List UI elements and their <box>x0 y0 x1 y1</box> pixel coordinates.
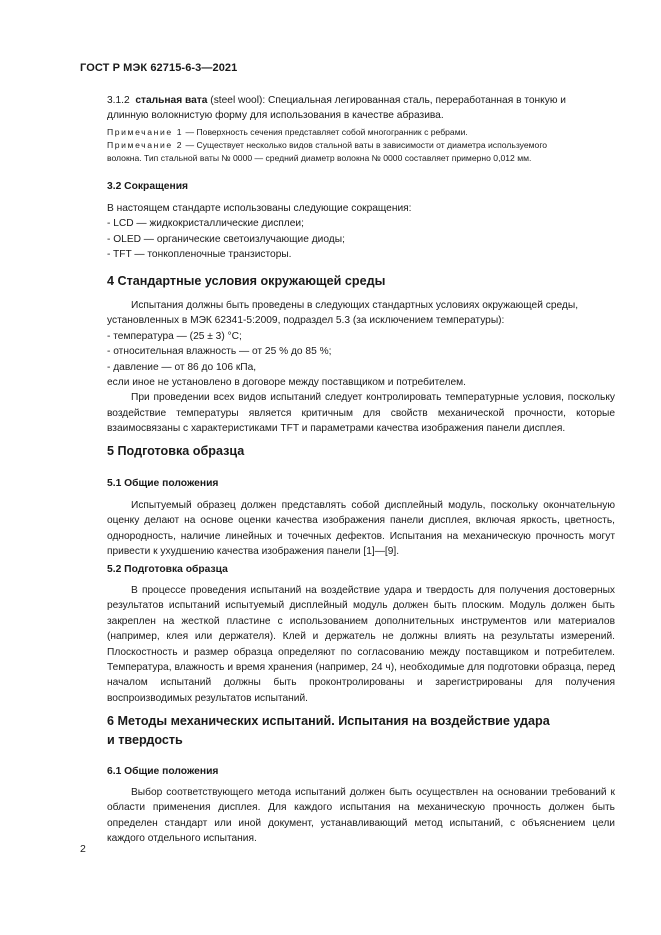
list-item: - давление — от 86 до 106 кПа, <box>107 361 257 373</box>
heading-6-line2: и твердость <box>107 733 183 747</box>
heading-6 <box>107 712 615 750</box>
term-definition-3-1-2 <box>107 93 615 124</box>
list-item: - OLED — органические светоизлучающие диоды; <box>107 233 345 245</box>
document-code-header: ГОСТ Р МЭК 62715-6-3—2021 <box>80 62 238 74</box>
abbreviations-intro: В настоящем стандарте использованы следующие сокращения: <box>107 203 412 214</box>
section-4-para1-line2: установленных в МЭК 62341-5:2009, подраздел 5.3 (за исключением температуры): <box>107 315 505 327</box>
section-5-2-para: В процессе проведения испытаний на воздействие удара и твердость для получения достоверных результатов испытаний испытуемый дисплейный модуль должен быть плоским. Модуль должен быть закреплен на жесткой пластине с использованием дополнительных инструментов или материалов (например, клея или держателя). Клей и держатель не должны влиять на результаты измерений. Плоскостность и размер образца определяют по согласованию между поставщиком и потребителем. Температура, влажность и время хранения (например, 24 ч), необходимые для подготовки образца, перед началом испытаний должны быть проконтролированы и зарегистрированы для получения воспроизводимых результатов испытаний. <box>107 585 615 704</box>
heading-5: 5 Подготовка образца <box>107 444 245 458</box>
section-4-para1-line1: Испытания должны быть проведены в следующих стандартных условиях окружающей среды, <box>131 300 579 311</box>
note-1-text: — Поверхность сечения представляет собой многогранник с ребрами. <box>185 127 468 137</box>
section-4-body <box>107 298 615 437</box>
note-1 <box>107 126 619 139</box>
note-1-label: Примечание 1 <box>107 127 184 137</box>
heading-6-1: 6.1 Общие положения <box>107 766 219 777</box>
heading-4: 4 Стандартные условия окружающей среды <box>107 274 386 288</box>
heading-3-2: 3.2 Сокращения <box>107 181 189 192</box>
note-2-label: Примечание 2 <box>107 140 184 150</box>
page-number: 2 <box>80 843 86 855</box>
list-item: - TFT — тонкопленочные транзисторы. <box>107 249 292 261</box>
note-2 <box>107 139 619 165</box>
abbreviations-block <box>107 201 615 263</box>
conditions-after: если иное не установлено в договоре между поставщиком и потребителем. <box>107 377 466 389</box>
section-4-para2: При проведении всех видов испытаний следует контролировать температурные условия, поскольку воздействие температуры является критичным для свойств механической прочности, которые взаимосвязаны с характеристиками TFT и параметрами качества изображения панели дисплея. <box>107 392 615 435</box>
abbreviations-list <box>107 216 615 262</box>
list-item: - LCD — жидкокристаллические дисплеи; <box>107 218 304 230</box>
conditions-list <box>107 329 615 375</box>
heading-6-line1: 6 Методы механических испытаний. Испытания на воздействие удара <box>107 714 550 728</box>
note-2-continuation: волокна. Тип стальной ваты № 0000 — средний диаметр волокна № 0000 составляет примерно 0,012 мм. <box>107 153 532 163</box>
list-item: - относительная влажность — от 25 % до 85 %; <box>107 346 332 358</box>
term-definition-text: (steel wool): Специальная легированная сталь, переработанная в тонкую и <box>210 95 566 106</box>
note-2-text: — Существует несколько видов стальной ваты в зависимости от диаметра используемого <box>185 140 548 150</box>
section-6-1-para: Выбор соответствующего метода испытаний должен быть осуществлен на основании требований к области применения дисплея. Для каждого испытания на механическую прочность должен быть определен стандарт или иной документ, устанавливающий метод испытаний, с объяснением цели каждого отдельного испытания. <box>107 787 615 845</box>
section-5-1-para: Испытуемый образец должен представлять собой дисплейный модуль, поскольку окончательную оценку делают на основе оценки качества изображения панели дисплея, включая яркость, цветность, однородность, наличие линейных и точечных дефектов. Испытания на механическую прочность могут привести к ухудшению качества изображения панели [1]—[9]. <box>107 500 615 558</box>
list-item: - температура — (25 ± 3) °С; <box>107 330 242 342</box>
term-definition-continuation: длинную волокнистую форму для использования в качестве абразива. <box>107 110 444 122</box>
term-number: 3.1.2 <box>107 95 130 106</box>
heading-5-2: 5.2 Подготовка образца <box>107 564 228 575</box>
heading-5-1: 5.1 Общие положения <box>107 478 219 489</box>
term-name: стальная вата <box>135 95 208 106</box>
